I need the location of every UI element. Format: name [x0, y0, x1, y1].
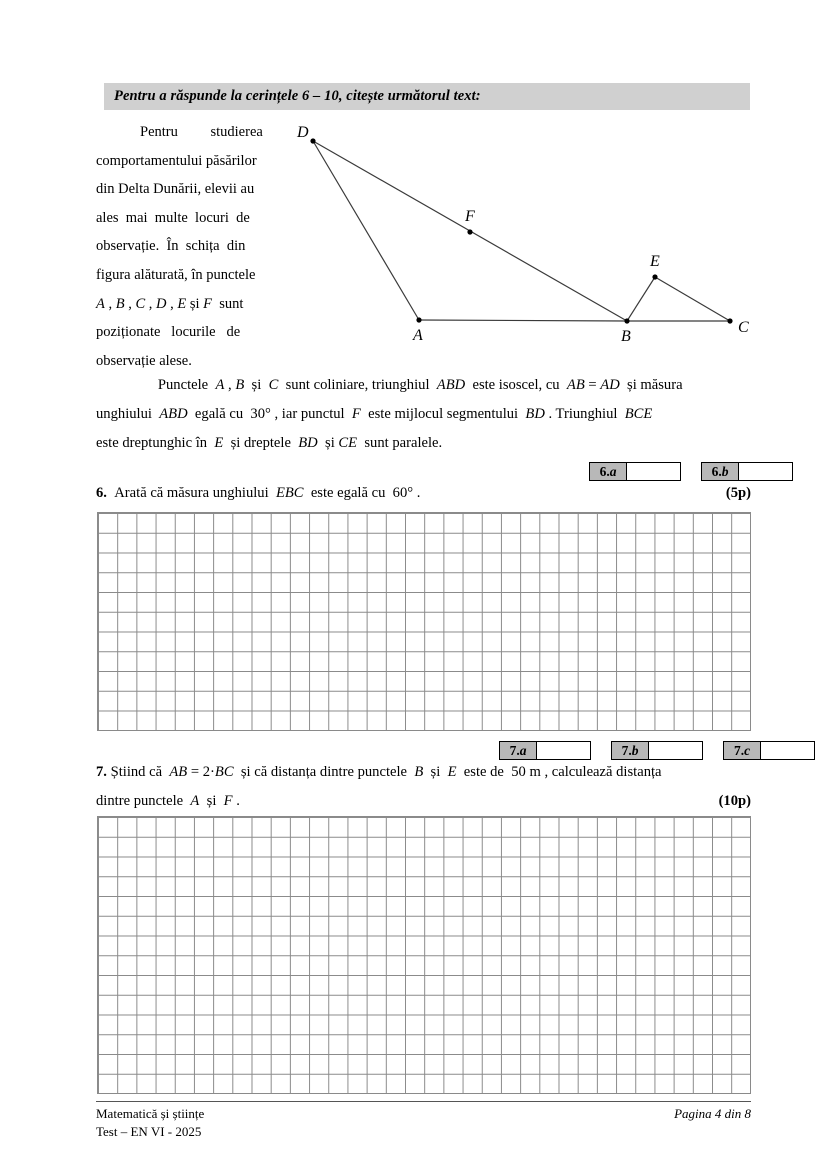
segment-DA [313, 141, 419, 320]
point-C-dot [727, 318, 732, 323]
point-label-B: B [621, 328, 631, 345]
question6 [96, 479, 751, 508]
figure-points [310, 138, 732, 323]
point-label-D: D [297, 124, 309, 141]
point-B-dot [624, 318, 629, 323]
point-label-E: E [650, 253, 660, 270]
point-label-A: A [413, 327, 423, 344]
statement-paragraph [96, 371, 751, 458]
question6-text: Arată că măsura unghiului EBC este egală cu 60° . [110, 485, 421, 501]
answer-box-7a-label: 7. a [500, 742, 537, 759]
answer-box-6a-field[interactable] [627, 463, 680, 480]
answer-grid-question6[interactable] [97, 512, 751, 731]
footer-test-code: Test – EN VI - 2025 [96, 1123, 202, 1139]
answer-box-7c-label: 7. c [724, 742, 761, 759]
answer-box-7a-field[interactable] [537, 742, 590, 759]
point-A-dot [416, 317, 421, 322]
figure-point-labels [296, 124, 749, 345]
intro-paragraph [96, 118, 288, 375]
answer-box-6a-label: 6. a [590, 463, 627, 480]
point-F-dot [467, 229, 472, 234]
segment-EC [655, 277, 730, 321]
answer-box-7b-field[interactable] [649, 742, 702, 759]
point-E-dot [652, 274, 657, 279]
question7-text-line1: Știind că AB = 2·BC și că distanța dintre punctele B și E este de 50 m , calculează distanța [106, 764, 662, 780]
answer-box-7c-field[interactable] [761, 742, 814, 759]
point-D-dot [310, 138, 315, 143]
answer-box-7b-label: 7. b [612, 742, 649, 759]
question7 [96, 758, 751, 816]
geometry-figure-svg [290, 112, 760, 367]
segment-BE [627, 277, 655, 321]
answer-grid-question7[interactable] [97, 816, 751, 1094]
segment-AB [419, 320, 627, 321]
instruction-banner-text: Pentru a răspunde la cerințele 6 – 10, citește următorul text: [114, 88, 481, 104]
footer-subject: Matematică și științe [96, 1106, 205, 1121]
footer-page-number: Pagina 4 din 8 [674, 1106, 751, 1121]
point-label-F: F [465, 208, 475, 225]
statement-paragraph-text: Punctele A , B și C sunt coliniare, triunghiul ABD este isoscel, cu AB = AD și măsura unghiului ABD egală cu 30° , iar punctul F este mijlocul segmentului BD . Triunghiul BCE este dreptunghic în E și dreptele BD și CE sunt paralele. [96, 377, 683, 451]
question7-line1 [96, 758, 751, 787]
footer-left [96, 1105, 204, 1140]
instruction-banner [104, 83, 750, 110]
question6-number: 6. [96, 485, 107, 501]
figure-segments [313, 141, 730, 321]
question7-points: (10p) [718, 793, 751, 809]
geometry-figure [290, 112, 760, 367]
answer-box-6b-label: 6. b [702, 463, 739, 480]
point-label-C: C [738, 319, 749, 336]
intro-paragraph-text: Pentru studierea comportamentului păsărilor din Delta Dunării, elevii au ales mai multe locuri de observație. În schița din figura alăturată, în punctele A , B , C , D , E și F sunt poziționate locurile de observație alese. [96, 124, 263, 369]
question7-line2 [96, 787, 751, 816]
question6-points: (5p) [725, 485, 751, 501]
question7-text-line2: dintre punctele A și F . [96, 793, 240, 809]
answer-box-6b-field[interactable] [739, 463, 792, 480]
question7-number: 7. [96, 764, 107, 780]
footer-divider [96, 1101, 751, 1102]
